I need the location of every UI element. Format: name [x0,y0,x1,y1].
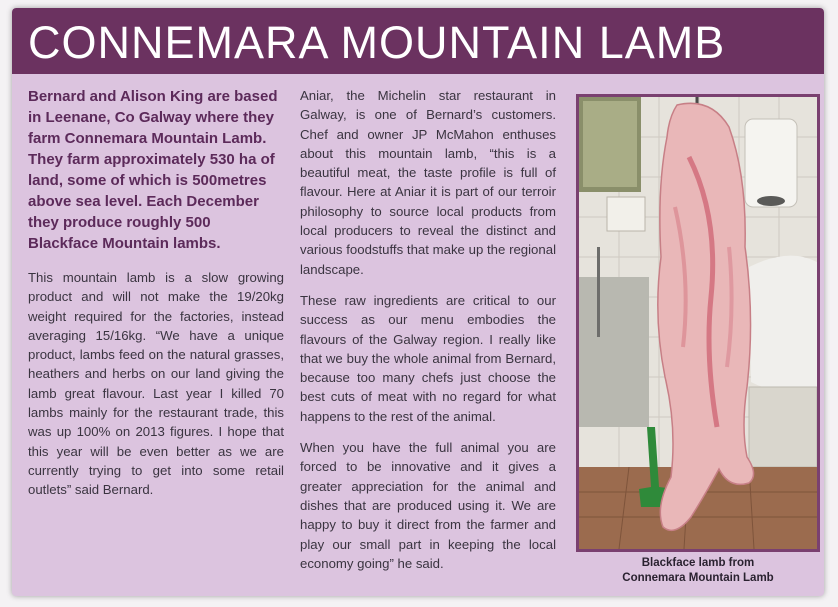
body-paragraph: Aniar, the Michelin star restaurant in Galway, is one of Bernard’s customers. Chef and owner JP McMahon enthuses about this mountain lamb, “this is a beautiful meat, the taste profile is full of flavour. Here at Aniar it is part of our terroir philosophy to source local products from local producers to reveal the distinct and various foodstuffs that make up the regional landscape. [300,88,556,277]
lamb-carcass [658,103,754,530]
body-paragraph: This mountain lamb is a slow growing product and will not make the 19/20kg weight required for the factories, instead averaging 15/16kg. “We have a unique product, lambs feed on the natural grasses, heathers and herbs on our land giving the lamb great flavour. Last year I killed 70 lambs mainly for the restaurant trade, this was up 100% on 2013 figures. I hope that this year will be even better as we are currently trying to get into some retail outlets” said Bernard. [28,270,284,498]
lead-paragraph: Bernard and Alison King are based in Leenane, Co Galway where they farm Connemara Mountain Lamb. They farm approximately 530 ha of land, some of which is 500metres above sea level. Each December they produce roughly 500 Blackface Mountain lambs. [28,88,278,252]
white-bag [749,256,817,391]
article-title: CONNEMARA MOUNTAIN LAMB [28,17,726,68]
wall-calendar [607,197,645,231]
lamb-carcass-photo [576,94,820,552]
towel-dispenser [745,119,797,207]
column-middle [300,86,556,585]
caption-line: Connemara Mountain Lamb [622,572,774,584]
dispenser-base [757,196,785,206]
title-banner [12,8,824,74]
photo-illustration [579,97,817,549]
body-paragraph: These raw ingredients are critical to our success as our menu embodies the flavours of the Galway region. I really like that we buy the whole animal from Bernard, because too many chefs just choose the best cuts of meat with no regard for what happens to the rest of the animal. [300,292,556,424]
photo-caption [576,556,820,586]
steel-counter [579,277,649,427]
body-paragraph: When you have the full animal you are forced to be innovative and it gives a greater appreciation for the animal and dishes that are produced using it. We are happy to buy it direct from the farmer and play our small part in keeping the local economy going” he said. [300,440,556,571]
tap-pipe [597,247,600,337]
caption-line: Blackface lamb from [641,557,755,569]
cabinet [749,387,817,467]
magazine-page [12,8,824,596]
window-pane [583,101,637,187]
column-left [28,86,284,512]
